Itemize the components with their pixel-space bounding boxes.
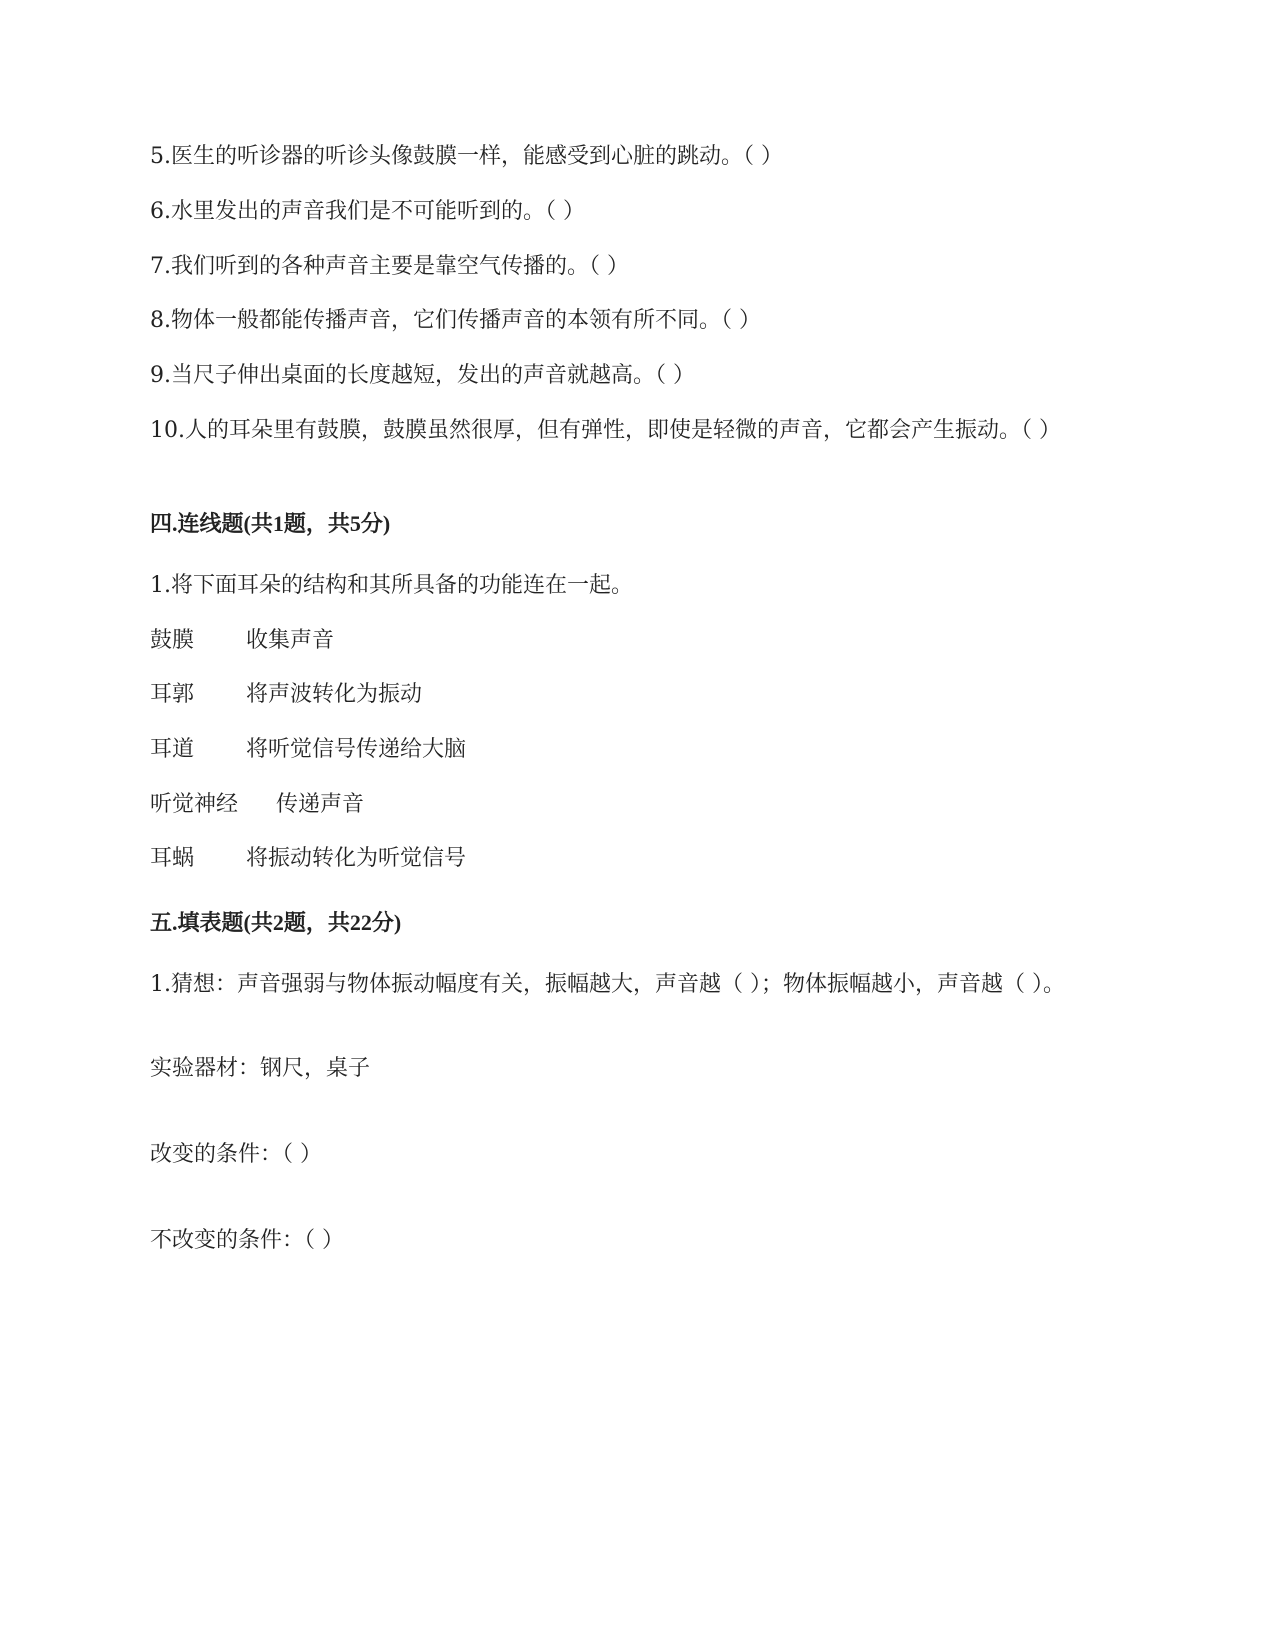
match-row (150, 679, 423, 710)
match-term: 耳蜗 (150, 846, 195, 871)
unchanged-condition: 不改变的条件：（ ） (150, 1228, 344, 1253)
fill-question: 1.猜想：声音强弱与物体振动幅度有关，振幅越大，声音越（ ）；物体振幅越小，声音越（ ）。 (150, 972, 1065, 997)
tf-question-10: 10.人的耳朵里有鼓膜，鼓膜虽然很厚，但有弹性，即使是轻微的声音，它都会产生振动。（ ） (150, 418, 1061, 443)
match-term: 耳道 (150, 737, 195, 762)
tf-question-7: 7.我们听到的各种声音主要是靠空气传播的。（ ） (150, 254, 629, 279)
match-row (150, 843, 467, 874)
match-function: 收集声音 (246, 628, 335, 653)
tf-question-8: 8.物体一般都能传播声音，它们传播声音的本领有所不同。（ ） (150, 308, 761, 333)
tf-question-5: 5.医生的听诊器的听诊头像鼓膜一样，能感受到心脏的跳动。（ ） (150, 144, 783, 169)
match-term: 听觉神经 (150, 792, 239, 817)
match-term: 耳郭 (150, 682, 195, 707)
match-function: 将声波转化为振动 (246, 682, 423, 707)
match-function: 将听觉信号传递给大脑 (246, 737, 467, 762)
match-row (150, 789, 365, 820)
tf-question-9: 9.当尺子伸出桌面的长度越短，发出的声音就越高。（ ） (150, 363, 695, 388)
match-term: 鼓膜 (150, 628, 195, 653)
tf-question-6: 6.水里发出的声音我们是不可能听到的。（ ） (150, 199, 585, 224)
matching-question: 1.将下面耳朵的结构和其所具备的功能连在一起。 (150, 573, 633, 598)
match-function: 将振动转化为听觉信号 (246, 846, 467, 871)
match-row (150, 625, 335, 656)
match-row (150, 734, 467, 765)
match-function: 传递声音 (276, 792, 365, 817)
section-heading-fill-table: 五.填表题(共2题，共22分) (150, 910, 402, 935)
changed-condition: 改变的条件：（ ） (150, 1142, 322, 1167)
materials-text: 实验器材：钢尺，桌子 (150, 1056, 371, 1081)
section-heading-matching: 四.连线题(共1题，共5分) (150, 511, 391, 536)
